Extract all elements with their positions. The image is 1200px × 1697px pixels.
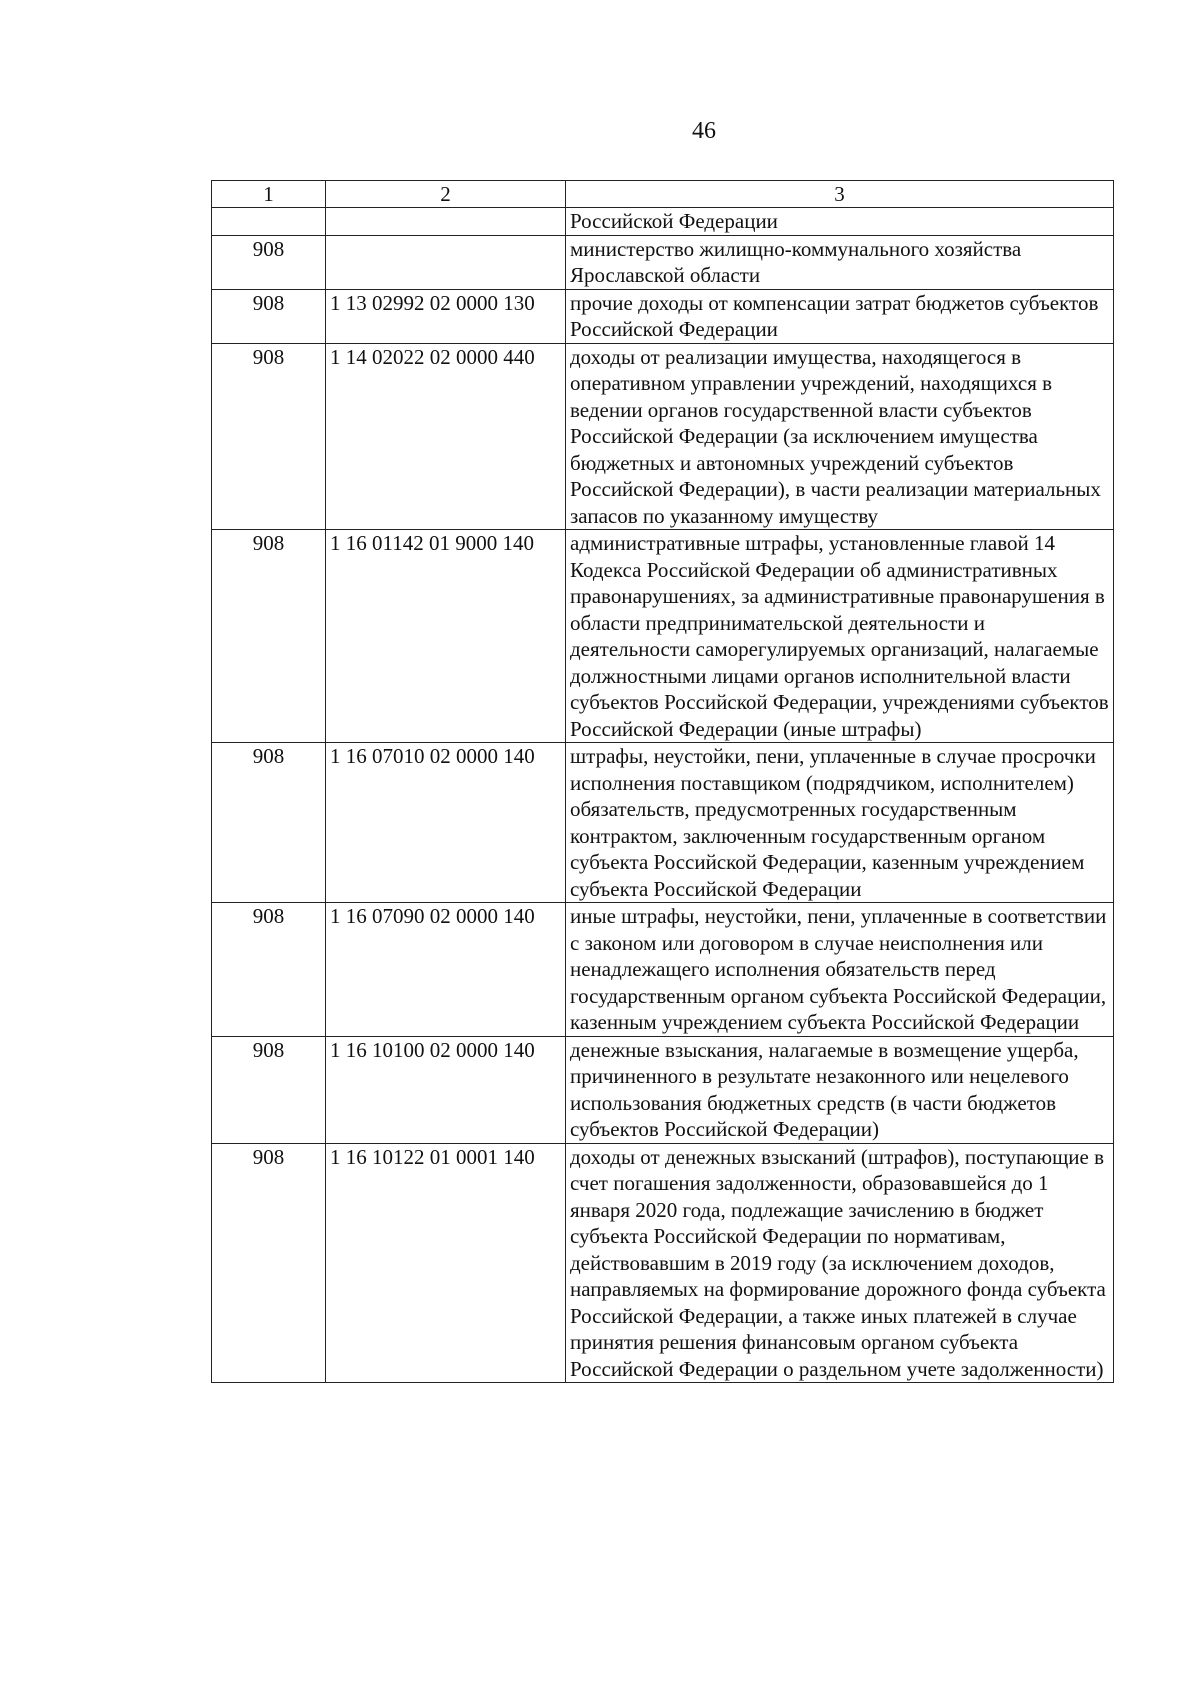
admin-code-cell: 908 <box>212 235 326 289</box>
admin-code-cell: 908 <box>212 1143 326 1383</box>
table-row <box>212 903 1114 1037</box>
admin-code-cell: 908 <box>212 289 326 343</box>
table-row <box>212 208 1114 236</box>
revenue-code-cell: 1 14 02022 02 0000 440 <box>326 343 566 530</box>
table-row <box>212 343 1114 530</box>
page-number: 46 <box>692 118 716 144</box>
table-row <box>212 530 1114 743</box>
revenue-name-cell: доходы от денежных взысканий (штрафов), поступающие в счет погашения задолженности, образовавшейся до 1 января 2020 года, подлежащие зачислению в бюджет субъекта Российской Федерации по нормативам, действовавшим в 2019 году (за исключением доходов, направляемых на формирование дорожного фонда субъекта Российской Федерации, а также иных платежей в случае принятия решения финансовым органом субъекта Российской Федерации о раздельном учете задолженности) <box>566 1143 1114 1383</box>
table-header-row <box>212 181 1114 208</box>
revenue-name-cell: денежные взыскания, налагаемые в возмещение ущерба, причиненного в результате незаконного или нецелевого использования бюджетных средств (в части бюджетов субъектов Российской Федерации) <box>566 1036 1114 1143</box>
column-header-2: 2 <box>326 181 566 208</box>
table-row <box>212 1036 1114 1143</box>
revenue-name-cell: штрафы, неустойки, пени, уплаченные в случае просрочки исполнения поставщиком (подрядчиком, исполнителем) обязательств, предусмотренных государственным контрактом, заключенным государственным органом субъекта Российской Федерации, казенным учреждением субъекта Российской Федерации <box>566 743 1114 903</box>
table-row <box>212 1143 1114 1383</box>
revenue-code-cell: 1 16 10122 01 0001 140 <box>326 1143 566 1383</box>
revenue-code-cell: 1 16 07090 02 0000 140 <box>326 903 566 1037</box>
admin-code-cell: 908 <box>212 530 326 743</box>
revenue-code-cell: 1 13 02992 02 0000 130 <box>326 289 566 343</box>
admin-code-cell <box>212 208 326 236</box>
revenue-code-cell: 1 16 07010 02 0000 140 <box>326 743 566 903</box>
revenue-code-cell: 1 16 01142 01 9000 140 <box>326 530 566 743</box>
revenue-code-cell <box>326 208 566 236</box>
revenue-name-cell: иные штрафы, неустойки, пени, уплаченные в соответствии с законом или договором в случае неисполнения или ненадлежащего исполнения обязательств перед государственным органом субъекта Российской Федерации, казенным учреждением субъекта Российской Федерации <box>566 903 1114 1037</box>
table-row <box>212 289 1114 343</box>
revenue-code-cell: 1 16 10100 02 0000 140 <box>326 1036 566 1143</box>
revenue-code-cell <box>326 235 566 289</box>
revenue-name-cell: министерство жилищно-коммунального хозяйства Ярославской области <box>566 235 1114 289</box>
admin-code-cell: 908 <box>212 743 326 903</box>
column-header-1: 1 <box>212 181 326 208</box>
admin-code-cell: 908 <box>212 1036 326 1143</box>
admin-code-cell: 908 <box>212 903 326 1037</box>
revenue-name-cell: административные штрафы, установленные главой 14 Кодекса Российской Федерации об административных правонарушениях, за административные правонарушения в области предпринимательской деятельности и деятельности саморегулируемых организаций, налагаемые должностными лицами органов исполнительной власти субъектов Российской Федерации, учреждениями субъектов Российской Федерации (иные штрафы) <box>566 530 1114 743</box>
column-header-3: 3 <box>566 181 1114 208</box>
revenue-name-cell: доходы от реализации имущества, находящегося в оперативном управлении учреждений, находящихся в ведении органов государственной власти субъектов Российской Федерации (за исключением имущества бюджетных и автономных учреждений субъектов Российской Федерации), в части реализации материальных запасов по указанному имуществу <box>566 343 1114 530</box>
revenue-name-cell: Российской Федерации <box>566 208 1114 236</box>
revenue-name-cell: прочие доходы от компенсации затрат бюджетов субъектов Российской Федерации <box>566 289 1114 343</box>
budget-codes-table <box>211 180 1114 1383</box>
table-row <box>212 235 1114 289</box>
admin-code-cell: 908 <box>212 343 326 530</box>
table-row <box>212 743 1114 903</box>
